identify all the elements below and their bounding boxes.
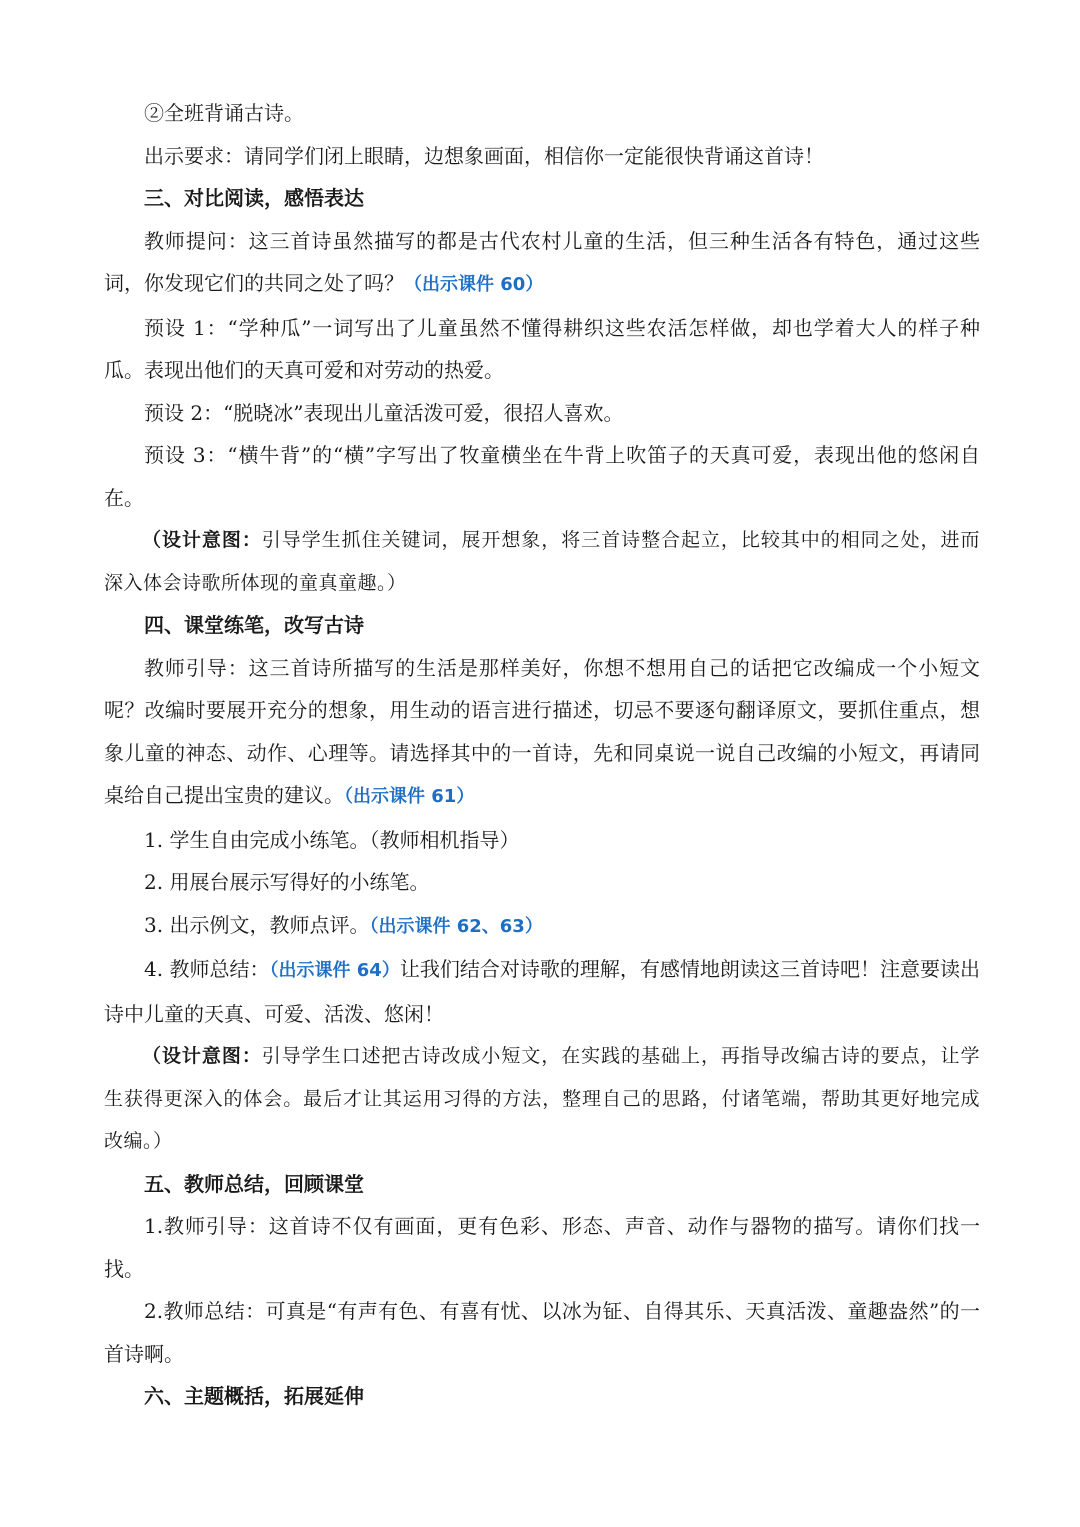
note-text: 引导学生口述把古诗改成小短文，在实践的基础上，再指导改编古诗的要点，让学生获得更深入的体会。最后才让其运用习得的方法，整理自己的思路，付诸笔端，帮助其更好地完成改编。）: [104, 1045, 980, 1152]
note-label: （设计意图：: [142, 1045, 262, 1067]
section-heading-3: 三、对比阅读，感悟表达: [144, 186, 364, 210]
section-heading-5: 五、教师总结，回顾课堂: [144, 1171, 364, 1196]
paragraph: 1.教师引导：这首诗不仅有画面，更有色彩、形态、声音、动作与器物的描写。请你们找一找。: [104, 1214, 980, 1281]
list-item: 2. 用展台展示写得好的小练笔。: [144, 870, 430, 894]
courseware-ref: （出示课件 62、63）: [369, 915, 543, 937]
note-label: （设计意图：: [142, 529, 262, 551]
list-item-text: 4. 教师总结：: [144, 957, 270, 981]
design-intent-note: [104, 519, 980, 604]
section-heading-4: 四、课堂练笔，改写古诗: [144, 613, 364, 637]
note-text: 引导学生抓住关键词，展开想象，将三首诗整合起立，比较其中的相同之处，进而深入体会诗歌所体现的童真童趣。）: [104, 529, 980, 594]
paragraph: 2.教师总结：可真是“有声有色、有喜有忧、以冰为钲、自得其乐、天真活泼、童趣盎然”的一首诗啊。: [104, 1299, 980, 1366]
paragraph: ②全班背诵古诗。: [144, 101, 304, 125]
courseware-ref: （出示课件 60）: [404, 274, 544, 295]
design-intent-note: [104, 1035, 980, 1163]
courseware-ref: （出示课件 61）: [344, 786, 475, 807]
list-item-text: 让我们结合对诗歌的理解，有感情地朗读这三首诗吧！注意要读出诗中儿童的天真、可爱、活泼、悠闲！: [104, 957, 980, 1026]
section-heading-6: 六、主题概括，拓展延伸: [144, 1384, 364, 1408]
list-item: [104, 904, 980, 949]
paragraph-text: 教师引导：这三首诗所描写的生活是那样美好，你想不想用自己的话把它改编成一个小短文呢？改编时要展开充分的想象，用生动的语言进行描述，切忌不要逐句翻译原文，要抓住重点，想象儿童的神态、动作、心理等。请选择其中的一首诗，先和同桌说一说自己改编的小短文，再请同桌给自己提出宝贵的建议。: [104, 655, 980, 807]
list-item: [104, 948, 980, 1035]
paragraph: 预设 1：“学种瓜”一词写出了儿童虽然不懂得耕织这些农活怎样做，却也学着大人的样子种瓜。表现出他们的天真可爱和对劳动的热爱。: [104, 315, 980, 382]
document-body: [104, 92, 980, 1418]
courseware-ref: （出示课件 64）: [269, 960, 400, 981]
paragraph-text: 教师提问：这三首诗虽然描写的都是古代农村儿童的生活，但三种生活各有特色，通过这些词，你发现它们的共同之处了吗？: [104, 228, 980, 295]
list-item-text: 3. 出示例文，教师点评。: [144, 912, 370, 937]
paragraph: [104, 647, 980, 819]
list-item: 1. 学生自由完成小练笔。（教师相机指导）: [144, 827, 520, 852]
paragraph: 预设 2：“脱晓冰”表现出儿童活泼可爱，很招人喜欢。: [144, 400, 624, 425]
paragraph: [104, 220, 980, 307]
paragraph: 出示要求：请同学们闭上眼睛，边想象画面，相信你一定能很快背诵这首诗！: [144, 143, 824, 168]
paragraph: 预设 3：“横牛背”的“横”字写出了牧童横坐在牛背上吹笛子的天真可爱，表现出他的悠闲自在。: [104, 443, 980, 510]
